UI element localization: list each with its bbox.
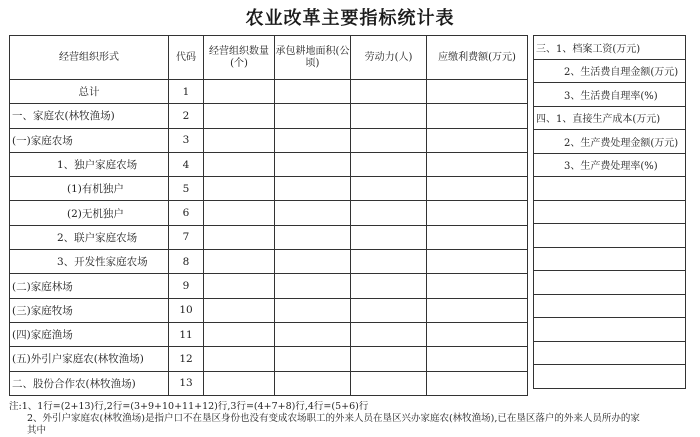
value-cell[interactable] bbox=[427, 371, 528, 395]
side-row-label: 3、生活费自理率(%) bbox=[534, 83, 686, 107]
value-cell[interactable] bbox=[275, 104, 351, 128]
side-table-row bbox=[534, 59, 686, 83]
value-cell[interactable] bbox=[275, 128, 351, 152]
document-title: 农业改革主要指标统计表 bbox=[245, 8, 455, 29]
value-cell[interactable] bbox=[351, 128, 427, 152]
value-cell[interactable] bbox=[427, 274, 528, 298]
value-cell[interactable] bbox=[204, 298, 275, 322]
row-label: (二)家庭林场 bbox=[10, 274, 169, 298]
value-cell[interactable] bbox=[351, 80, 427, 104]
value-cell[interactable] bbox=[204, 128, 275, 152]
side-table-row bbox=[534, 341, 686, 365]
main-indicator-table bbox=[9, 35, 528, 396]
value-cell[interactable] bbox=[204, 371, 275, 395]
row-code: 9 bbox=[169, 274, 204, 298]
table-row bbox=[10, 274, 528, 298]
side-row-label: 3、生产费处理率(%) bbox=[534, 153, 686, 177]
value-cell[interactable] bbox=[275, 201, 351, 225]
side-table-row bbox=[534, 294, 686, 318]
value-cell[interactable] bbox=[204, 201, 275, 225]
value-cell[interactable] bbox=[204, 347, 275, 371]
value-cell[interactable] bbox=[351, 322, 427, 346]
side-row-label: 三、1、档案工资(万元) bbox=[534, 36, 686, 60]
value-cell[interactable] bbox=[351, 225, 427, 249]
value-cell[interactable] bbox=[204, 177, 275, 201]
side-table-row bbox=[534, 153, 686, 177]
value-cell[interactable] bbox=[427, 347, 528, 371]
value-cell[interactable] bbox=[427, 152, 528, 176]
side-table-row bbox=[534, 130, 686, 154]
side-table-row bbox=[534, 271, 686, 295]
value-cell[interactable] bbox=[427, 104, 528, 128]
side-table-row bbox=[534, 365, 686, 389]
side-table-body bbox=[534, 36, 686, 389]
value-cell[interactable] bbox=[427, 225, 528, 249]
side-table-row bbox=[534, 177, 686, 201]
column-header: 承包耕地面积(公顷) bbox=[275, 36, 351, 80]
value-cell[interactable] bbox=[275, 80, 351, 104]
row-code: 7 bbox=[169, 225, 204, 249]
side-row-label bbox=[534, 271, 686, 295]
footnote-3: 其中 bbox=[27, 425, 47, 436]
side-row-label bbox=[534, 318, 686, 342]
footnote-1: 注:1、1行=(2+13)行,2行=(3+9+10+11+12)行,3行=(4+7+8)行,4行=(5+6)行 bbox=[9, 401, 369, 412]
value-cell[interactable] bbox=[351, 177, 427, 201]
value-cell[interactable] bbox=[204, 274, 275, 298]
side-row-label bbox=[534, 341, 686, 365]
value-cell[interactable] bbox=[204, 322, 275, 346]
row-code: 8 bbox=[169, 250, 204, 274]
value-cell[interactable] bbox=[275, 250, 351, 274]
value-cell[interactable] bbox=[351, 152, 427, 176]
value-cell[interactable] bbox=[351, 298, 427, 322]
table-row bbox=[10, 177, 528, 201]
value-cell[interactable] bbox=[427, 322, 528, 346]
side-row-label bbox=[534, 177, 686, 201]
value-cell[interactable] bbox=[275, 347, 351, 371]
value-cell[interactable] bbox=[427, 201, 528, 225]
row-label: 3、开发性家庭农场 bbox=[10, 250, 169, 274]
row-label: (三)家庭牧场 bbox=[10, 298, 169, 322]
row-code: 2 bbox=[169, 104, 204, 128]
value-cell[interactable] bbox=[351, 250, 427, 274]
column-header: 代码 bbox=[169, 36, 204, 80]
row-label: (2)无机独户 bbox=[10, 201, 169, 225]
table-row bbox=[10, 298, 528, 322]
column-header: 经营组织数量(个) bbox=[204, 36, 275, 80]
side-table-row bbox=[534, 83, 686, 107]
value-cell[interactable] bbox=[427, 80, 528, 104]
row-code: 13 bbox=[169, 371, 204, 395]
side-table-row bbox=[534, 106, 686, 130]
side-row-label bbox=[534, 294, 686, 318]
side-table-row bbox=[534, 318, 686, 342]
row-code: 10 bbox=[169, 298, 204, 322]
value-cell[interactable] bbox=[351, 347, 427, 371]
value-cell[interactable] bbox=[275, 322, 351, 346]
row-code: 4 bbox=[169, 152, 204, 176]
table-row bbox=[10, 322, 528, 346]
row-label: (四)家庭渔场 bbox=[10, 322, 169, 346]
side-row-label: 四、1、直接生产成本(万元) bbox=[534, 106, 686, 130]
side-row-label bbox=[534, 247, 686, 271]
table-row bbox=[10, 80, 528, 104]
row-code: 11 bbox=[169, 322, 204, 346]
value-cell[interactable] bbox=[351, 274, 427, 298]
side-table-row bbox=[534, 200, 686, 224]
value-cell[interactable] bbox=[275, 274, 351, 298]
row-label: 二、股份合作农(林牧渔场) bbox=[10, 371, 169, 395]
row-code: 5 bbox=[169, 177, 204, 201]
value-cell[interactable] bbox=[204, 80, 275, 104]
table-body bbox=[10, 80, 528, 396]
table-header-row bbox=[10, 36, 528, 80]
table-row bbox=[10, 250, 528, 274]
column-header: 应缴利费额(万元) bbox=[427, 36, 528, 80]
column-header: 劳动力(人) bbox=[351, 36, 427, 80]
value-cell[interactable] bbox=[204, 152, 275, 176]
row-code: 3 bbox=[169, 128, 204, 152]
value-cell[interactable] bbox=[351, 371, 427, 395]
row-label: (一)家庭农场 bbox=[10, 128, 169, 152]
side-row-label bbox=[534, 365, 686, 389]
side-row-label: 2、生产费处理金额(万元) bbox=[534, 130, 686, 154]
column-header: 经营组织形式 bbox=[10, 36, 169, 80]
row-label: 2、联户家庭农场 bbox=[10, 225, 169, 249]
table-row bbox=[10, 225, 528, 249]
footnote-2: 2、外引户家庭农(林牧渔场)是指户口不在垦区身份也没有变成农场职工的外来人员在垦区兴办家庭农(林牧渔场),已在垦区落户的外来人员所办的家 bbox=[27, 413, 640, 424]
value-cell[interactable] bbox=[275, 298, 351, 322]
row-label: (五)外引户家庭农(林牧渔场) bbox=[10, 347, 169, 371]
side-table-row bbox=[534, 247, 686, 271]
table-row bbox=[10, 347, 528, 371]
value-cell[interactable] bbox=[351, 104, 427, 128]
table-row bbox=[10, 201, 528, 225]
row-label: (1)有机独户 bbox=[10, 177, 169, 201]
footnotes bbox=[9, 401, 699, 437]
table-row bbox=[10, 371, 528, 395]
row-code: 6 bbox=[169, 201, 204, 225]
row-code: 12 bbox=[169, 347, 204, 371]
value-cell[interactable] bbox=[427, 298, 528, 322]
side-row-label bbox=[534, 200, 686, 224]
value-cell[interactable] bbox=[427, 177, 528, 201]
table-row bbox=[10, 104, 528, 128]
value-cell[interactable] bbox=[427, 250, 528, 274]
row-code: 1 bbox=[169, 80, 204, 104]
side-table-row bbox=[534, 224, 686, 248]
value-cell[interactable] bbox=[204, 250, 275, 274]
value-cell[interactable] bbox=[351, 201, 427, 225]
row-label: 1、独户家庭农场 bbox=[10, 152, 169, 176]
side-row-label bbox=[534, 224, 686, 248]
side-indicator-table bbox=[533, 35, 686, 389]
value-cell[interactable] bbox=[204, 225, 275, 249]
side-table-row bbox=[534, 36, 686, 60]
row-label: 一、家庭农(林牧渔场) bbox=[10, 104, 169, 128]
table-row bbox=[10, 128, 528, 152]
value-cell[interactable] bbox=[427, 128, 528, 152]
value-cell[interactable] bbox=[275, 225, 351, 249]
side-row-label: 2、生活费自理金额(万元) bbox=[534, 59, 686, 83]
table-row bbox=[10, 152, 528, 176]
value-cell[interactable] bbox=[275, 177, 351, 201]
value-cell[interactable] bbox=[275, 371, 351, 395]
value-cell[interactable] bbox=[204, 104, 275, 128]
row-label: 总计 bbox=[10, 80, 169, 104]
value-cell[interactable] bbox=[275, 152, 351, 176]
